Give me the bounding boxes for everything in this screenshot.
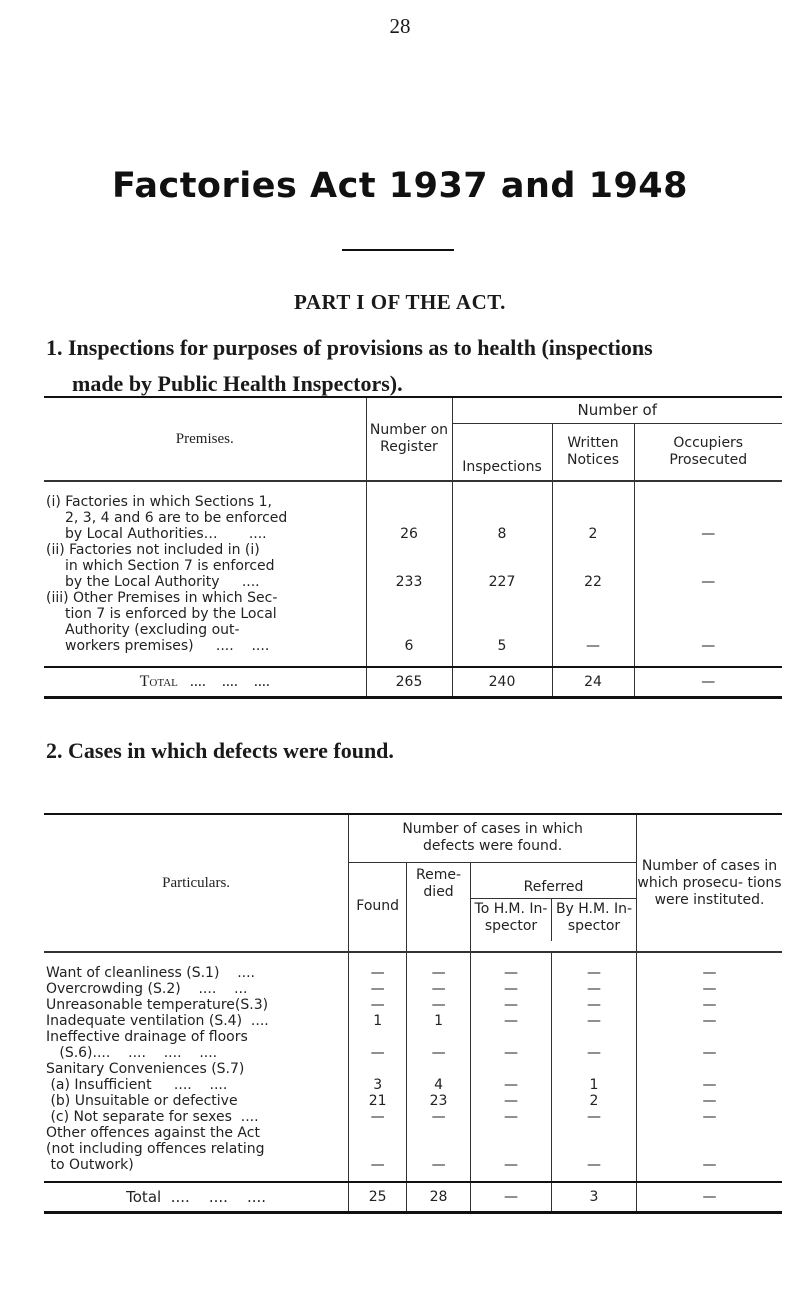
col-to-hm-inspector: To H.M. In- spector (474, 900, 548, 934)
remedied-cell: — (407, 997, 471, 1013)
particulars-line: Unreasonable temperature(S.3) (46, 997, 269, 1013)
section2-heading: 2. Cases in which defects were found. (46, 738, 394, 763)
col-referred: Referred (471, 873, 636, 899)
prosecutions-cell: — (637, 952, 783, 981)
by-hm-cell: — (551, 1109, 636, 1125)
col-number-on-register: Number on Register (366, 397, 452, 481)
particulars-cell (44, 1013, 349, 1029)
table-row (44, 952, 782, 981)
total-by-hm: 3 (551, 1182, 636, 1213)
to-hm-cell: — (471, 981, 552, 997)
particulars-line: to Outwork) (46, 1157, 134, 1173)
particulars-line: Ineffective drainage of floors (46, 1029, 248, 1045)
total-inspections: 240 (452, 667, 552, 698)
total-prosecuted: — (634, 667, 782, 698)
found-cell: — (349, 1109, 407, 1125)
title-divider (342, 249, 454, 251)
particulars-line: Sanitary Conveniences (S.7) (46, 1061, 245, 1077)
to-hm-cell: — (471, 1029, 552, 1061)
total-row (44, 667, 782, 698)
section1-heading (46, 330, 786, 402)
found-cell: 3 (349, 1061, 407, 1093)
remedied-cell: — (407, 1109, 471, 1125)
premises-line: (ii) Factories not included in (i) (46, 542, 260, 558)
by-hm-cell: — (551, 952, 636, 981)
premises-cell (44, 481, 366, 542)
premises-line: tion 7 is enforced by the Local (65, 606, 277, 622)
register-cell: 233 (366, 542, 452, 590)
table-row (44, 997, 782, 1013)
particulars-line: (b) Unsuitable or defective (46, 1093, 238, 1109)
inspections-cell: 8 (452, 481, 552, 542)
by-hm-cell: — (551, 981, 636, 997)
particulars-line: Want of cleanliness (S.1) .... (46, 965, 256, 981)
total-row (44, 1182, 782, 1213)
found-cell: — (349, 1029, 407, 1061)
found-cell: — (349, 981, 407, 997)
by-hm-cell: — (551, 1029, 636, 1061)
table-row (44, 1093, 782, 1109)
prosecutions-cell: — (637, 1125, 783, 1182)
remedied-cell: — (407, 952, 471, 981)
table-row (44, 590, 782, 667)
page-number: 28 (389, 14, 411, 38)
particulars-line: Overcrowding (S.2) .... ... (46, 981, 248, 997)
defects-table (44, 813, 782, 1214)
particulars-line: Inadequate ventilation (S.4) .... (46, 1013, 269, 1029)
remedied-cell: — (407, 1029, 471, 1061)
particulars-line: (not including offences relating (46, 1141, 265, 1157)
col-premises: Premises. (44, 397, 366, 481)
total-label: Total .... .... .... (44, 1182, 349, 1213)
prosecutions-cell: — (637, 1061, 783, 1093)
notices-cell: 2 (552, 481, 634, 542)
prosecuted-cell: — (634, 481, 782, 542)
to-hm-cell: — (471, 1109, 552, 1125)
col-by-hm-inspector: By H.M. In- spector (551, 899, 636, 941)
by-hm-cell: 1 (551, 1061, 636, 1093)
prosecuted-cell: — (634, 590, 782, 667)
to-hm-cell: — (471, 952, 552, 981)
register-cell: 26 (366, 481, 452, 542)
to-hm-cell: — (471, 1013, 552, 1029)
total-found: 25 (349, 1182, 407, 1213)
total-remedied: 28 (407, 1182, 471, 1213)
prosecutions-cell: — (637, 1013, 783, 1029)
remedied-cell: 1 (407, 1013, 471, 1029)
prosecutions-cell: — (637, 1093, 783, 1109)
prosecuted-cell: — (634, 542, 782, 590)
total-notices: 24 (552, 667, 634, 698)
table-row (44, 1125, 782, 1182)
particulars-line: (c) Not separate for sexes .... (46, 1109, 259, 1125)
remedied-cell: 4 (407, 1061, 471, 1093)
particulars-cell (44, 1093, 349, 1109)
to-hm-cell: — (471, 997, 552, 1013)
table-row (44, 1013, 782, 1029)
premises-cell (44, 542, 366, 590)
by-hm-cell: 2 (551, 1093, 636, 1109)
total-to-hm: — (471, 1182, 552, 1213)
found-cell: 1 (349, 1013, 407, 1029)
by-hm-cell: — (551, 1125, 636, 1182)
col-number-of: Number of (452, 397, 782, 423)
to-hm-cell: — (471, 1125, 552, 1182)
particulars-cell (44, 1125, 349, 1182)
table-row (44, 1109, 782, 1125)
col-prosecutions: Number of cases in which prosecu- tions were instituted. (637, 814, 783, 952)
notices-cell: 22 (552, 542, 634, 590)
register-cell: 6 (366, 590, 452, 667)
found-cell: 21 (349, 1093, 407, 1109)
col-written-notices: Written Notices (552, 423, 634, 481)
inspections-cell: 5 (452, 590, 552, 667)
by-hm-cell: — (551, 997, 636, 1013)
col-particulars: Particulars. (44, 814, 349, 952)
particulars-cell (44, 1061, 349, 1093)
found-cell: — (349, 997, 407, 1013)
notices-cell: — (552, 590, 634, 667)
particulars-cell (44, 952, 349, 981)
section1-heading-line1: 1. Inspections for purposes of provisions as to health (inspections (46, 335, 653, 360)
premises-line: by the Local Authority .... (65, 574, 260, 590)
remedied-cell: — (407, 1125, 471, 1182)
particulars-cell (44, 981, 349, 997)
particulars-cell (44, 1029, 349, 1061)
section1-heading-line2: made by Public Health Inspectors). (72, 371, 403, 396)
total-label: Total .... .... .... (44, 667, 366, 698)
total-register: 265 (366, 667, 452, 698)
prosecutions-cell: — (637, 1109, 783, 1125)
table-row (44, 481, 782, 542)
premises-line: (iii) Other Premises in which Sec- (46, 590, 278, 606)
page-title: Factories Act 1937 and 1948 (111, 166, 689, 206)
col-number-cases: Number of cases in which defects were found. (349, 814, 637, 862)
remedied-cell: — (407, 981, 471, 997)
prosecutions-cell: — (637, 997, 783, 1013)
premises-line: by Local Authorities… .... (65, 526, 267, 542)
total-prosecutions: — (637, 1182, 783, 1213)
particulars-line: Other offences against the Act (46, 1125, 260, 1141)
table-row (44, 1061, 782, 1093)
prosecutions-cell: — (637, 981, 783, 997)
col-referred-group (471, 862, 637, 952)
prosecutions-cell: — (637, 1029, 783, 1061)
premises-cell (44, 590, 366, 667)
premises-line: Authority (excluding out- (65, 622, 240, 638)
part-heading: PART I OF THE ACT. (294, 290, 506, 314)
premises-line: workers premises) .... .... (65, 638, 270, 654)
particulars-cell (44, 997, 349, 1013)
col-found: Found (349, 862, 407, 952)
premises-line: (i) Factories in which Sections 1, (46, 494, 272, 510)
particulars-line: (a) Insufficient .... .... (46, 1077, 228, 1093)
inspections-cell: 227 (452, 542, 552, 590)
col-remedied: Reme- died (407, 862, 471, 952)
particulars-cell (44, 1109, 349, 1125)
col-occupiers-prosecuted: Occupiers Prosecuted (634, 423, 782, 481)
table-row (44, 981, 782, 997)
premises-line: in which Section 7 is enforced (65, 558, 275, 574)
remedied-cell: 23 (407, 1093, 471, 1109)
premises-line: 2, 3, 4 and 6 are to be enforced (65, 510, 288, 526)
by-hm-cell: — (551, 1013, 636, 1029)
to-hm-cell: — (471, 1061, 552, 1093)
found-cell: — (349, 952, 407, 981)
table-row (44, 542, 782, 590)
col-inspections: Inspections (452, 423, 552, 481)
to-hm-cell: — (471, 1093, 552, 1109)
found-cell: — (349, 1125, 407, 1182)
table-row (44, 1029, 782, 1061)
inspections-table (44, 396, 782, 699)
particulars-line: (S.6).... .... .... .... (46, 1045, 218, 1061)
